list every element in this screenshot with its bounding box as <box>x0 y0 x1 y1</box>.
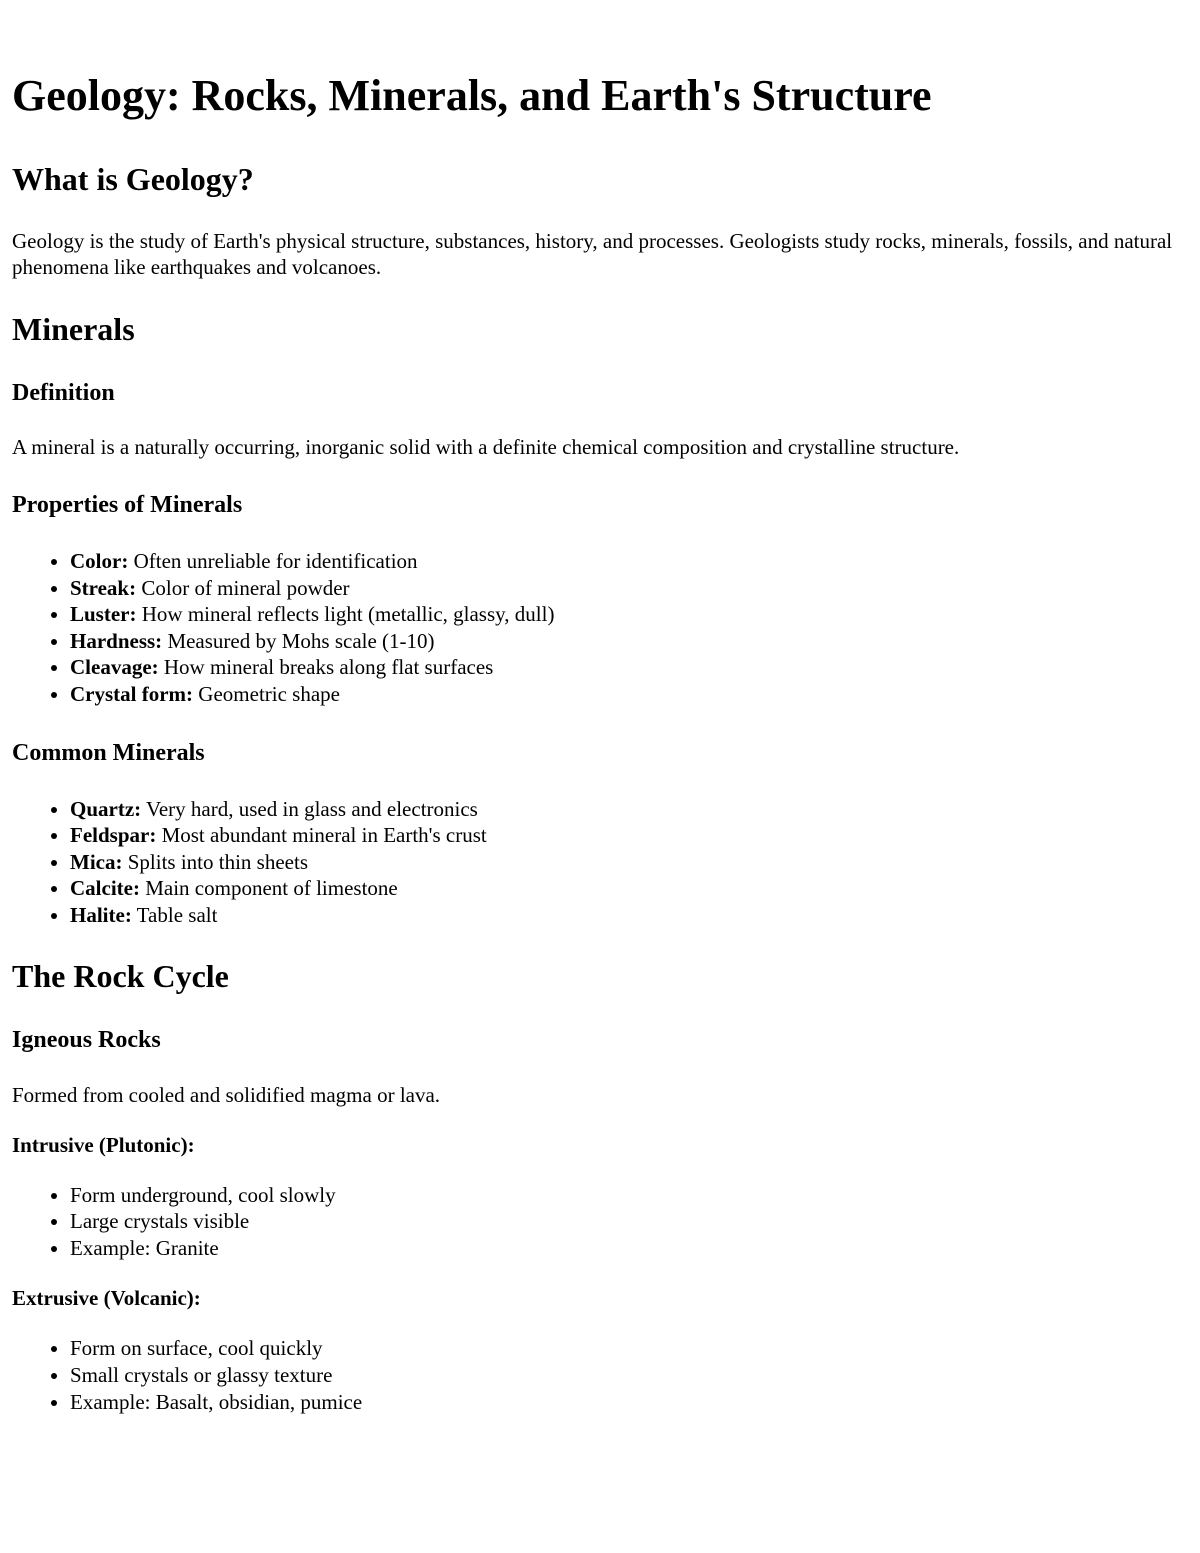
list-item <box>70 681 1188 708</box>
list-item-desc: Often unreliable for identification <box>128 549 418 573</box>
list-item: • Small crystals or glassy texture <box>70 1362 1188 1389</box>
list-item-desc: How mineral breaks along flat surfaces <box>158 655 494 680</box>
section-minerals <box>12 310 1188 929</box>
list-item <box>70 849 1188 876</box>
list-item-desc: Table salt <box>131 902 218 927</box>
subheading-definition: Definition <box>12 380 115 406</box>
subheading-extrusive: Extrusive (Volcanic): <box>12 1286 201 1311</box>
subheading-igneous-rocks: Igneous Rocks <box>12 1026 161 1053</box>
list-item <box>70 822 1188 849</box>
section-rock-cycle <box>12 957 1188 1416</box>
list-item-desc: Very hard, used in glass and electronics <box>141 796 478 821</box>
list-item-desc: Most abundant mineral in Earth's crust <box>156 823 487 848</box>
igneous-text: Formed from cooled and solidified magma or lava. <box>12 1082 441 1107</box>
list-item <box>70 902 1188 929</box>
list-item-desc: Geometric shape <box>193 681 340 706</box>
common-minerals-list <box>12 796 1188 929</box>
list-item-desc: Color of mineral powder <box>136 575 350 600</box>
list-item-desc: Main component of limestone <box>139 876 398 901</box>
list-item <box>70 654 1188 681</box>
list-item <box>70 548 1188 575</box>
section-heading-what-is-geology: What is Geology? <box>12 161 254 197</box>
subheading-intrusive: Intrusive (Plutonic): <box>12 1132 195 1157</box>
page-title: Geology: Rocks, Minerals, and Earth's Structure <box>12 71 932 120</box>
list-item-term: Feldspar: <box>70 823 157 848</box>
list-item-desc: Measured by Mohs scale (1-10) <box>162 628 435 653</box>
list-item-term: Quartz: <box>70 796 142 821</box>
list-item-term: Calcite: <box>70 876 140 901</box>
list-item <box>70 601 1188 628</box>
list-item-term: Crystal form: <box>70 681 194 706</box>
properties-list <box>12 548 1188 708</box>
list-item: • Form on surface, cool quickly <box>70 1335 1188 1362</box>
list-item-term: Color: <box>70 549 129 573</box>
subheading-properties: Properties of Minerals <box>12 492 243 518</box>
list-item <box>70 796 1188 823</box>
section-heading-minerals: Minerals <box>12 311 135 347</box>
list-item-desc: How mineral reflects light (metallic, glassy, dull) <box>136 602 555 627</box>
list-item <box>70 628 1188 655</box>
section-what-is-geology <box>12 160 1188 280</box>
subheading-common-minerals: Common Minerals <box>12 739 205 766</box>
list-item: • Large crystals visible <box>70 1208 1188 1235</box>
list-item: • Example: Basalt, obsidian, pumice <box>70 1389 1188 1416</box>
list-item <box>70 875 1188 902</box>
list-item-term: Luster: <box>70 602 137 627</box>
list-item <box>70 575 1188 602</box>
list-item-desc: Splits into thin sheets <box>122 849 308 874</box>
intrusive-list <box>12 1182 1188 1262</box>
definition-text: A mineral is a naturally occurring, inorganic solid with a definite chemical composition and crystalline structure. <box>12 435 960 459</box>
list-item-term: Cleavage: <box>70 655 159 680</box>
section-heading-rock-cycle: The Rock Cycle <box>12 957 229 994</box>
extrusive-list <box>12 1335 1188 1415</box>
list-item-term: Hardness: <box>70 628 163 653</box>
list-item: • Form underground, cool slowly <box>70 1182 1188 1209</box>
list-item-term: Halite: <box>70 902 132 927</box>
list-item-term: Streak: <box>70 575 137 600</box>
what-is-geology-text: Geology is the study of Earth's physical structure, substances, history, and processes. Geologists study rocks, minerals, fossils, and natural phenomena like earthquakes and volcanoes. <box>12 229 1173 279</box>
list-item-term: Mica: <box>70 849 123 874</box>
list-item: • Example: Granite <box>70 1235 1188 1262</box>
